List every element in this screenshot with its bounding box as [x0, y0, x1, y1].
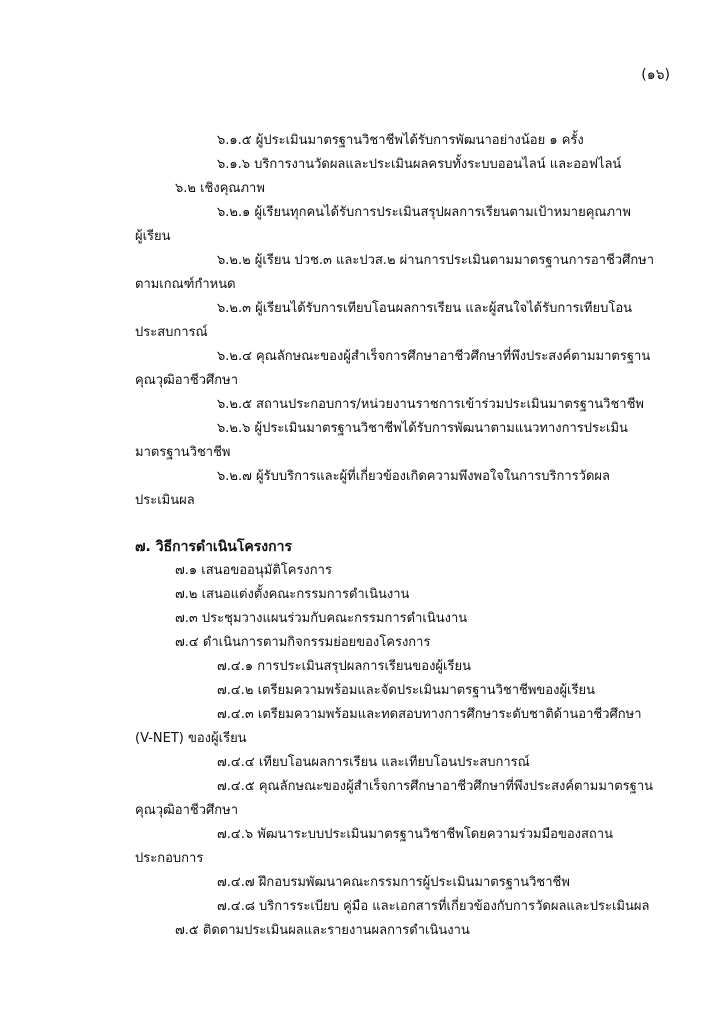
text-line: ประเมินผล: [135, 493, 195, 508]
text-line: ๗.๔.๒ เตรียมความพร้อมและจัดประเมินมาตรฐานวิชาชีพของผู้เรียน: [217, 683, 595, 698]
text-line: ๖.๒.๖ ผู้ประเมินมาตรฐานวิชาชีพได้รับการพัฒนาตามแนวทางการประเมิน: [217, 421, 628, 436]
text-line: ตามเกณฑ์กำหนด: [135, 277, 236, 292]
text-line: ประกอบการ: [135, 851, 204, 866]
text-line: ๖.๑.๖ บริการงานวัดผลและประเมินผลครบทั้งระบบออนไลน์ และออฟไลน์: [217, 157, 622, 172]
text-line: ประสบการณ์: [135, 325, 208, 340]
text-line: คุณวุฒิอาชีวศึกษา: [135, 373, 239, 388]
text-line: ๖.๒.๔ คุณลักษณะของผู้สำเร็จการศึกษาอาชีวศึกษาที่พึงประสงค์ตามมาตรฐาน: [217, 349, 651, 364]
text-line: ๗.๔.๕ คุณลักษณะของผู้สำเร็จการศึกษาอาชีวศึกษาที่พึงประสงค์ตามมาตรฐาน: [217, 779, 654, 794]
text-line: มาตรฐานวิชาชีพ: [135, 445, 231, 460]
section-heading: ๗. วิธีการดำเนินโครงการ: [135, 539, 292, 555]
text-line: ๖.๒.๓ ผู้เรียนได้รับการเทียบโอนผลการเรียน และผู้สนใจได้รับการเทียบโอน: [217, 301, 633, 316]
text-line: ๗.๔.๖ พัฒนาระบบประเมินมาตรฐานวิชาชีพโดยความร่วมมือของสถาน: [217, 827, 613, 842]
text-line: ๗.๔.๓ เตรียมความพร้อมและทดสอบทางการศึกษาระดับชาติด้านอาชีวศึกษา: [217, 707, 642, 722]
text-line: ๗.๒ เสนอแต่งตั้งคณะกรรมการดำเนินงาน: [175, 587, 410, 602]
text-line: ๗.๔ ดำเนินการตามกิจกรรมย่อยของโครงการ: [175, 635, 431, 650]
text-line: คุณวุฒิอาชีวศึกษา: [135, 803, 239, 818]
text-line: ๗.๔.๔ เทียบโอนผลการเรียน และเทียบโอนประสบการณ์: [217, 755, 530, 770]
text-line: (V-NET) ของผู้เรียน: [135, 731, 247, 746]
text-line: ๖.๒.๑ ผู้เรียนทุกคนได้รับการประเมินสรุปผลการเรียนตามเป้าหมายคุณภาพ: [217, 205, 631, 220]
text-line: ๗.๓ ประชุมวางแผนร่วมกับคณะกรรมการดำเนินงาน: [175, 611, 468, 626]
text-line: ๖.๒.๒ ผู้เรียน ปวช.๓ และปวส.๒ ผ่านการประเมินตามมาตรฐานการอาชีวศึกษา: [217, 253, 655, 268]
text-line: ๗.๔.๑ การประเมินสรุปผลการเรียนของผู้เรียน: [217, 659, 471, 674]
text-line: ๖.๒.๗ ผู้รับบริการและผู้ที่เกี่ยวข้องเกิดความพึงพอใจในการบริการวัดผล: [217, 469, 611, 484]
page-number: (๑๖): [641, 67, 670, 83]
text-line: ๗.๔.๗ ฝึกอบรมพัฒนาคณะกรรมการผู้ประเมินมาตรฐานวิชาชีพ: [217, 875, 570, 890]
text-line: ๗.๕ ติดตามประเมินผลและรายงานผลการดำเนินงาน: [175, 923, 470, 938]
text-line: ๖.๒.๕ สถานประกอบการ/หน่วยงานราชการเข้าร่วมประเมินมาตรฐานวิชาชีพ: [217, 397, 644, 412]
text-line: ๗.๑ เสนอขออนุมัติโครงการ: [175, 563, 332, 578]
text-line: ๗.๔.๘ บริการระเบียบ คู่มือ และเอกสารที่เกี่ยวข้องกับการวัดผลและประเมินผล: [217, 899, 650, 914]
text-line: ๖.๒ เชิงคุณภาพ: [175, 181, 265, 196]
text-line: ๖.๑.๕ ผู้ประเมินมาตรฐานวิชาชีพได้รับการพัฒนาอย่างน้อย ๑ ครั้ง: [217, 133, 584, 148]
text-line: ผู้เรียน: [135, 229, 171, 244]
